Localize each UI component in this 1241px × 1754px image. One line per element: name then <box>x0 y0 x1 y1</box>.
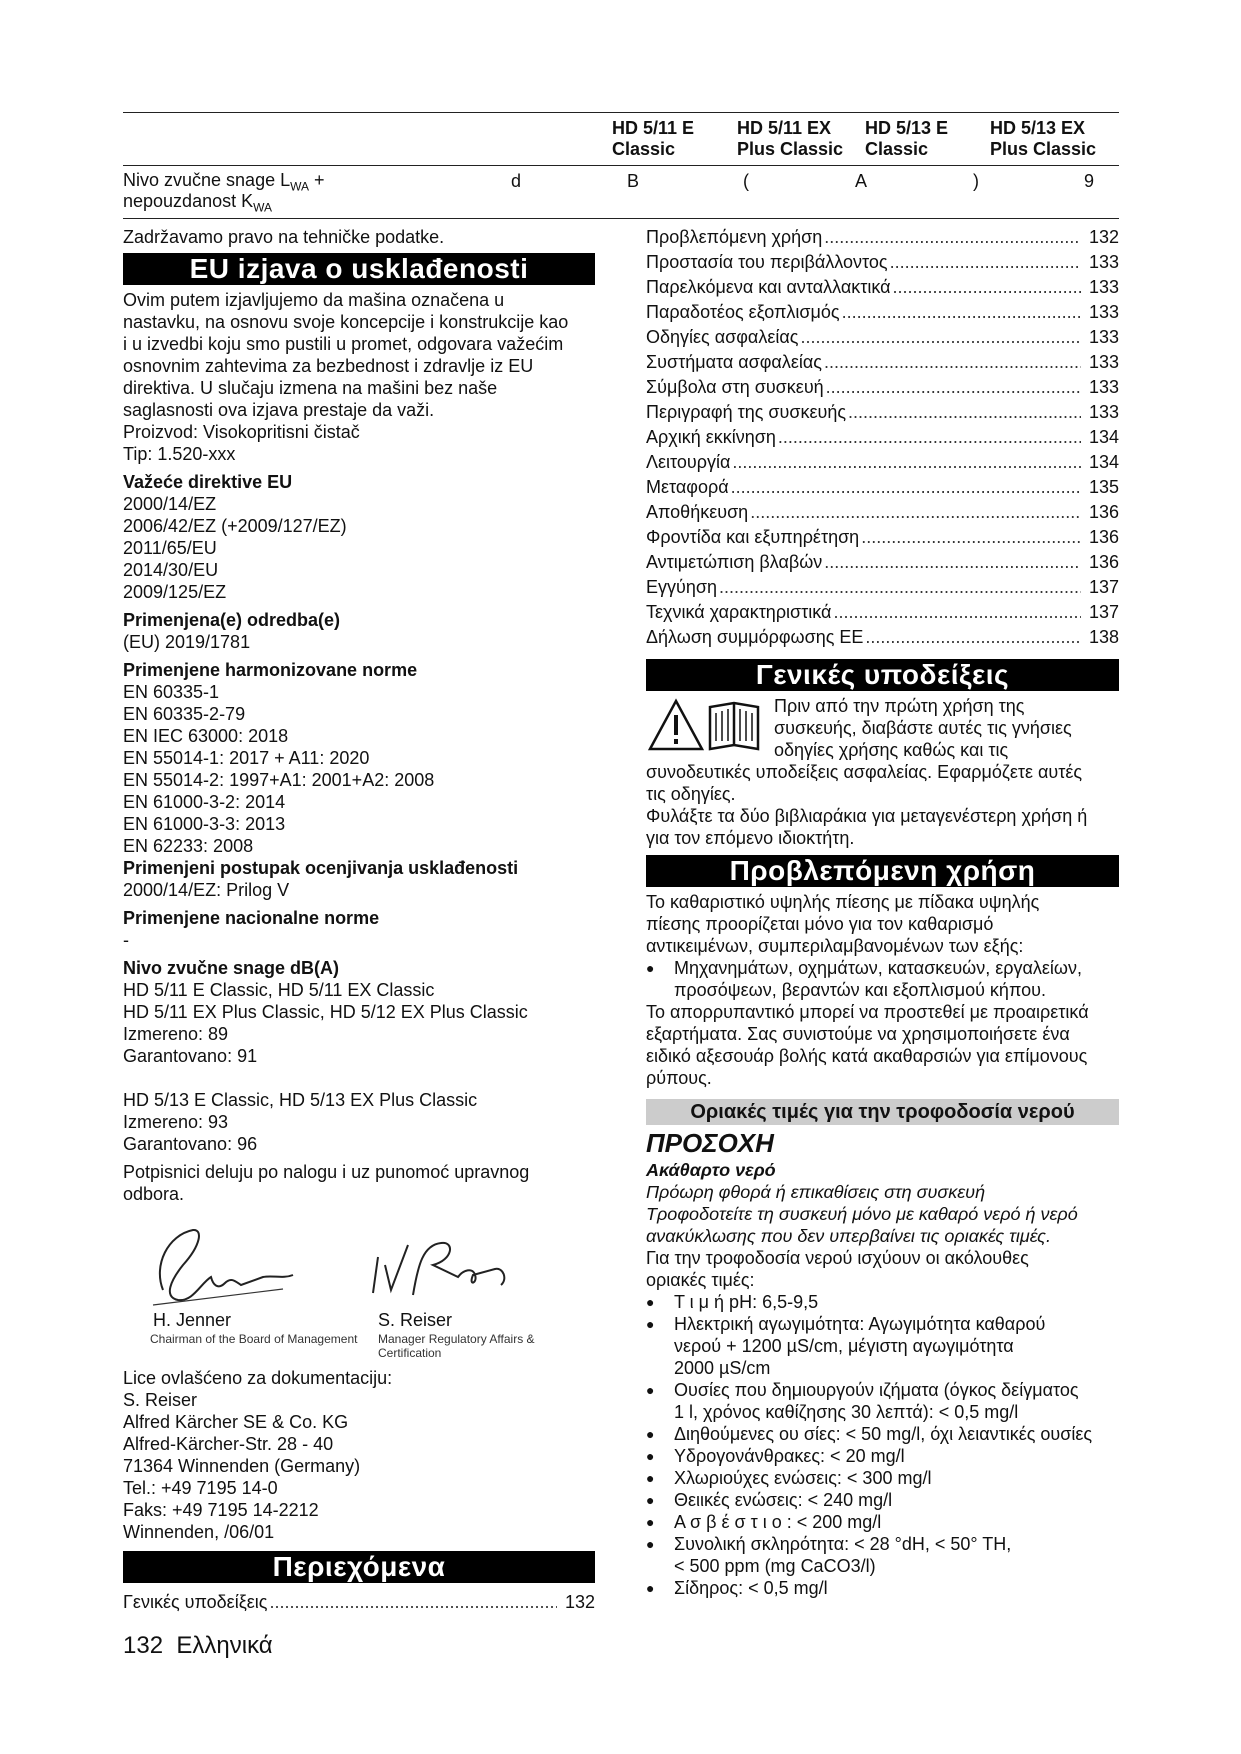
list-item: ● Θειικές ενώσεις: < 240 mg/l <box>646 1490 893 1510</box>
table-cell: 9 <box>1084 171 1095 191</box>
directives-list: 2000/14/EZ 2006/42/EZ (+2009/127/EZ) 2011/65/EU 2014/30/EU 2009/125/EZ <box>123 494 347 602</box>
right-column <box>646 226 1119 1599</box>
toc-list <box>646 226 1119 651</box>
limits-list <box>646 1291 1119 1599</box>
general-notes-icon-block <box>646 695 1119 761</box>
signatory-2-name: S. Reiser <box>378 1310 453 1330</box>
toc-entry[interactable]: Προστασία του περιβάλλοντος ..... 133 <box>646 251 1119 276</box>
toc-entry[interactable]: Αποθήκευση ..... 136 <box>646 501 1119 526</box>
intended-use-text-2: Το απορρυπαντικό μπορεί να προστεθεί με προαιρετικά εξαρτήματα. Σας συνιστούμε να χρησιμοποιήσετε ένα ειδικό αξεσουάρ βολής κατά ακαθαρσιών για επίμονους ρύπους. <box>646 1002 1089 1088</box>
sound-group-2: HD 5/13 E Classic, HD 5/13 EX Plus Classic Izmereno: 93 Garantovano: 96 <box>123 1090 478 1154</box>
toc-entry[interactable]: Αρχική εκκίνηση ..... 134 <box>646 426 1119 451</box>
toc-entry[interactable]: Οδηγίες ασφαλείας ..... 133 <box>646 326 1119 351</box>
table-cell: A <box>855 171 868 191</box>
eu-declaration-title: EU izjava o usklađenosti <box>123 253 595 285</box>
row-label: Nivo zvučne snage $L_{WA}$ + nepouzdanost $K_{WA}$ <box>123 170 325 215</box>
list-item: ● Α σ β έ σ τ ι ο : < 200 mg/l <box>646 1512 882 1532</box>
product: Proizvod: Visokopritisni čistač <box>123 422 360 442</box>
table-cell: d <box>511 171 522 191</box>
norms-list: EN 60335-1 EN 60335-2-79 EN IEC 63000: 2018 EN 55014-1: 2017 + A11: 2020 EN 55014-2: 1997+A1: 2001+A2: 2008 EN 61000-3-2: 2014 EN 61000-3-3: 2013 EN 62233: 2008 <box>123 682 435 856</box>
toc-entry[interactable]: Δήλωση συμμόρφωσης ΕΕ ..... 138 <box>646 626 1119 651</box>
eu-intro: Ovim putem izjavljujemo da mašina označena u nastavku, na osnovu svoje koncepcije i konstrukcije kao i u izvedbi koju smo pustili u promet, odgovara važećim osnovnim zahtevima za bezbednost i zdravlje iz EU direktiva. U slučaju izmena na mašini bez naše saglasnosti ova izjava prestaje da važi. <box>123 290 569 420</box>
toc-entry[interactable]: Προβλεπόμενη χρήση ..... 132 <box>646 226 1119 251</box>
limits-intro: Για την τροφοδοσία νερού ισχύουν οι ακόλουθες οριακές τιμές: <box>646 1248 1029 1290</box>
toc-entry[interactable]: Σύμβολα στη συσκευή ..... 133 <box>646 376 1119 401</box>
list-item: ● Συνολική σκληρότητα: < 28 °dH, < 50° TH, < 500 ppm (mg CaCO3/l) <box>646 1534 1012 1576</box>
documentation-contact: Lice ovlašćeno za dokumentaciju: S. Reiser Alfred Kärcher SE & Co. KG Alfred-Kärcher-Str. 28 - 40 71364 Winnenden (Germany) Tel.: +49 7195 14-0 Faks: +49 7195 14-2212 Winnenden, /06/01 <box>123 1368 393 1542</box>
sound-group-1: HD 5/11 E Classic, HD 5/11 EX Classic HD 5/11 EX Plus Classic, HD 5/12 EX Plus Classic Izmereno: 89 Garantovano: 91 <box>123 980 528 1066</box>
signature-block <box>123 1205 595 1360</box>
reserve-note: Zadržavamo pravo na tehničke podatke. <box>123 227 445 247</box>
toc-entry[interactable]: Εγγύηση ..... 137 <box>646 576 1119 601</box>
reiser-signature <box>373 1243 504 1295</box>
toc-entry[interactable]: Γενικές υποδείξεις ..... 132 <box>123 1591 595 1616</box>
list-item: ● Τ ι μ ή pH: 6,5-9,5 <box>646 1292 819 1312</box>
table-cell: ( <box>743 171 749 191</box>
regulation-heading: Primenjena(e) odredba(e) <box>123 610 341 630</box>
page-footer <box>123 1632 273 1660</box>
column-header: HD 5/11 E Classic <box>612 118 695 159</box>
intended-use-title: Προβλεπόμενη χρήση <box>646 855 1119 887</box>
toc-entry[interactable]: Αντιμετώπιση βλαβών ..... 136 <box>646 551 1119 576</box>
page-number: 132 <box>123 1632 164 1659</box>
signatory-2-title: Manager Regulatory Affairs & Certification <box>378 1332 535 1360</box>
procedure-heading: Primenjeni postupak ocenjivanja usklađenosti <box>123 858 519 878</box>
list-item: ● Διηθούμενες ου σίες: < 50 mg/l, όχι λειαντικές ουσίες <box>646 1424 1093 1444</box>
general-notes-text-b: συνοδευτικές υποδείξεις ασφαλείας. Εφαρμόζετε αυτές τις οδηγίες. Φυλάξτε τα δύο βιβλιαράκια για μεταγενέστερη χρήση ή για τον επόμενο ιδιοκτήτη. <box>646 762 1088 848</box>
toc-entry[interactable]: Φροντίδα και εξυπηρέτηση ..... 136 <box>646 526 1119 551</box>
left-column <box>123 226 595 1616</box>
procedure: 2000/14/EZ: Prilog V <box>123 880 290 900</box>
water-limits-title: Οριακές τιμές για την τροφοδοσία νερού <box>646 1099 1119 1125</box>
toc-entry[interactable]: Συστήματα ασφαλείας ..... 133 <box>646 351 1119 376</box>
toc-entry[interactable]: Περιγραφή της συσκευής ..... 133 <box>646 401 1119 426</box>
signatories-note: Potpisnici deluju po nalogu i uz punomoć upravnog odbora. <box>123 1162 530 1204</box>
norms-heading: Primenjene harmonizovane norme <box>123 660 418 680</box>
caution-subheading: Ακάθαρτο νερό <box>646 1160 776 1180</box>
toc-entry[interactable]: Τεχνικά χαρακτηριστικά ..... 137 <box>646 601 1119 626</box>
signatory-1-name: H. Jenner <box>153 1310 232 1330</box>
warning-manual-icon <box>646 697 776 757</box>
list-item: ● Χλωριούχες ενώσεις: < 300 mg/l <box>646 1468 932 1488</box>
general-notes-text-a: Πριν από την πρώτη χρήση της συσκευής, διαβάστε αυτές τις γνήσιες οδηγίες χρήσης καθώς και τις <box>774 696 1072 760</box>
type: Tip: 1.520-xxx <box>123 444 236 464</box>
footer-language: Ελληνικά <box>176 1632 273 1659</box>
table-bottom-rule <box>123 218 1119 219</box>
national-heading: Primenjene nacionalne norme <box>123 908 380 928</box>
sound-heading: Nivo zvučne snage dB(A) <box>123 958 340 978</box>
toc-entry[interactable]: Παρελκόμενα και ανταλλακτικά ..... 133 <box>646 276 1119 301</box>
table-cell: ) <box>973 171 979 191</box>
toc-entry[interactable]: Λειτουργία ..... 134 <box>646 451 1119 476</box>
toc-title: Περιεχόμενα <box>123 1551 595 1583</box>
column-header: HD 5/11 EX Plus Classic <box>737 118 844 159</box>
table-top-rule <box>123 112 1119 113</box>
national: - <box>123 930 129 950</box>
list-item: ● Ουσίες που δημιουργούν ιζήματα (όγκος δείγματος 1 l, χρόνος καθίζησης 30 λεπτά): < 0,5 mg/l <box>646 1380 1079 1422</box>
signatory-1-title: Chairman of the Board of Management <box>150 1332 358 1346</box>
toc-entry[interactable]: Παραδοτέος εξοπλισμός ..... 133 <box>646 301 1119 326</box>
general-notes-title: Γενικές υποδείξεις <box>646 659 1119 691</box>
intended-use-text: Το καθαριστικό υψηλής πίεσης με πίδακα υψηλής πίεσης προορίζεται μόνο για τον καθαρισμό αντικειμένων, συμπεριλαμβανομένων των εξής: <box>646 892 1040 956</box>
column-header: HD 5/13 EX Plus Classic <box>990 118 1097 159</box>
column-header: HD 5/13 E Classic <box>865 118 949 159</box>
caution-text: Πρόωρη φθορά ή επικαθίσεις στη συσκευή Τροφοδοτείτε τη συσκευή μόνο με καθαρό νερό ή νερό ανακύκλωσης που δεν υπερβαίνει τις οριακές τιμές. <box>646 1182 1078 1246</box>
toc-entry[interactable]: Μεταφορά ..... 135 <box>646 476 1119 501</box>
regulation: (EU) 2019/1781 <box>123 632 251 652</box>
jenner-signature <box>160 1230 293 1300</box>
table-header-rule <box>123 165 1119 166</box>
list-item: ● Μηχανημάτων, οχημάτων, κατασκευών, εργαλείων, προσόψεων, βεραντών και εξοπλισμού κήπου. <box>646 958 1082 1000</box>
list-item: ● Ηλεκτρική αγωγιμότητα: Αγωγιμότητα καθαρού νερού + 1200 µS/cm, μέγιστη αγωγιμότητα 2000 µS/cm <box>646 1314 1046 1378</box>
list-item: ● Σίδηρος: < 0,5 mg/l <box>646 1578 828 1598</box>
directives-heading: Važeće direktive EU <box>123 472 293 492</box>
caution-heading: ΠΡΟΣΟΧΗ <box>646 1128 774 1158</box>
list-item: ● Υδρογονάνθρακες: < 20 mg/l <box>646 1446 905 1466</box>
table-cell: B <box>627 171 640 191</box>
